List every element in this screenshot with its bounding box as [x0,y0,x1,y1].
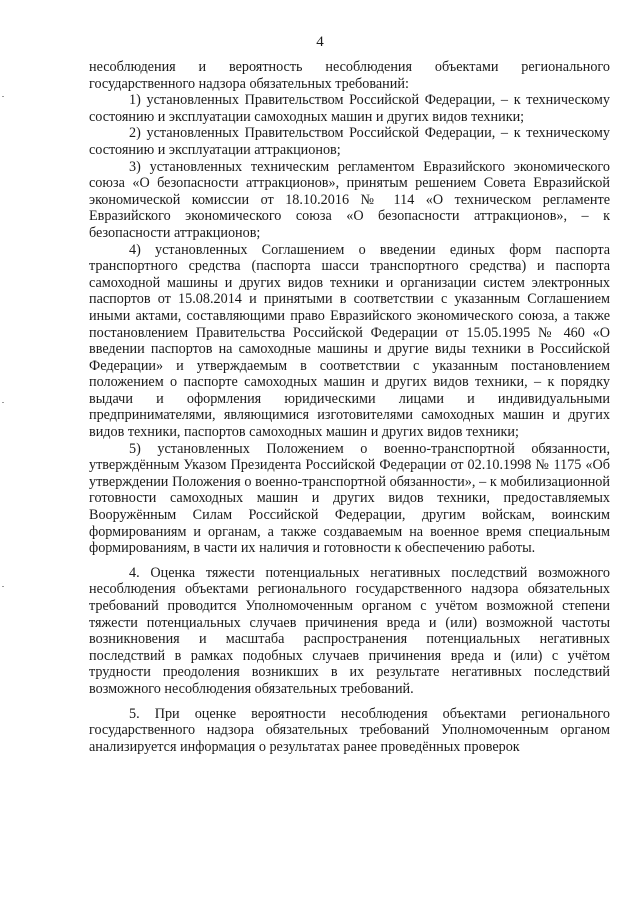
section-4-paragraph: 4. Оценка тяжести потенциальных негативных последствий возможного несоблюдения объектами регионального государственного надзора обязательных требований проводится Уполномоченным органом с учётом возможной степени тяжести потенциальных случаев причинения вреда и (или) возможной частоты возникновения и масштаба распространения потенциальных негативных последствий в рамках подобных случаев причинения вреда и (или) с учётом трудности преодоления возникших в их результате негативных последствий возможного несоблюдения обязательных требований. [89,564,610,697]
paragraph-continuation: несоблюдения и вероятность несоблюдения объектами регионального государственного надзора обязательных требований: [89,59,610,92]
page-number: 4 [316,34,324,50]
list-item-4: 4) установленных Соглашением о введении единых форм паспорта транспортного средства (паспорта шасси транспортного средства) и паспорта самоходной машины и других видов техники и организации систем электронных паспортов от 15.08.2014 и принятыми в соответствии с указанным Соглашением иными актами, составляющими право Евразийского экономического союза, а также постановлением Правительства Российской Федерации от 15.05.1995 № 460 «О введении паспортов на самоходные машины и другие виды техники в Российской Федерации» и утверждаемым в соответствии с указанным постановлением положением о паспорте самоходных машин и других видов техники, – к порядку выдачи и оформления юридическими лицами и индивидуальными предпринимателями, являющимися изготовителями самоходных машин и других видов техники, паспортов самоходных машин и других видов техники; [89,241,610,441]
list-item-5: 5) установленных Положением о военно-транспортной обязанности, утверждённым Указом Президента Российской Федерации от 02.10.1998 № 1175 «Об утверждении Положения о военно-транспортной обязанности», – к мобилизационной готовности самоходных машин и других видов техники, предоставляемых Вооружённым Силам Российской Федерации, другим войскам, воинским формированиям и органам, а также создаваемым на военное время специальным формированиям, в части их наличия и готовности к обеспечению работы. [89,440,610,557]
scan-edge-mark [2,96,4,97]
list-item-1: 1) установленных Правительством Российской Федерации, – к техническому состоянию и эксплуатации самоходных машин и других видов техники; [89,92,610,125]
scan-edge-mark [2,402,4,403]
list-item-2: 2) установленных Правительством Российской Федерации, – к техническому состоянию и эксплуатации аттракционов; [89,125,610,158]
section-5-paragraph: 5. При оценке вероятности несоблюдения объектами регионального государственного надзора обязательных требований Уполномоченным органом анализируется информация о результатах ранее проведённых проверок [89,705,610,755]
document-body [89,59,610,755]
list-item-3: 3) установленных техническим регламентом Евразийского экономического союза «О безопасности аттракционов», принятым решением Совета Евразийской экономической комиссии от 18.10.2016 № 114 «О техническом регламенте Евразийского экономического союза «О безопасности аттракционов», – к безопасности аттракционов; [89,158,610,241]
scan-edge-mark [2,586,4,587]
